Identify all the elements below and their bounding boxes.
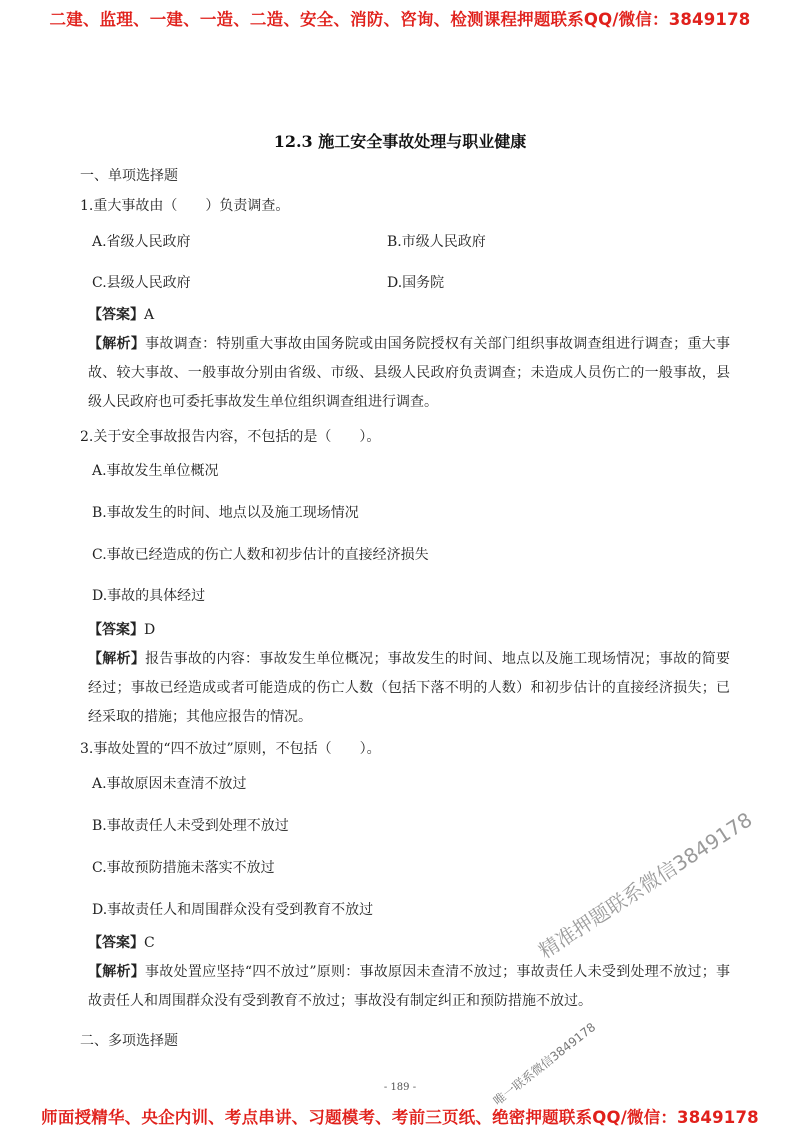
- top-banner: 二建、监理、一建、一造、二造、安全、消防、咨询、检测课程押题联系QQ/微信：3849178: [49, 10, 751, 29]
- question-1-option-a: A.省级人民政府: [92, 234, 191, 250]
- question-3-stem: 3.事故处置的“四不放过”原则，不包括（ ）。: [80, 741, 381, 757]
- question-3-explanation: 【解析】事故处置应坚持“四不放过”原则：事故原因未查清不放过；事故责任人未受到处理不放过；事故责任人和周围群众没有受到教育不放过；事故没有制定纠正和预防措施不放过。: [88, 964, 731, 1009]
- watermark-small: 唯一联系微信3849178: [490, 1019, 599, 1109]
- question-1-explanation: 【解析】事故调查：特别重大事故由国务院或由国务院授权有关部门组织事故调查组进行调查；重大事故、较大事故、一般事故分别由省级、市级、县级人民政府负责调查；未造成人员伤亡的一般事故，县级人民政府也可委托事故发生单位组织调查组进行调查。: [88, 336, 731, 410]
- question-2-option-a: A.事故发生单位概况: [92, 463, 219, 479]
- question-1-option-d: D.国务院: [387, 275, 445, 291]
- page-number: - 189 -: [383, 1082, 417, 1093]
- question-3-answer: 【答案】C: [88, 935, 155, 951]
- question-2-option-d: D.事故的具体经过: [92, 588, 206, 604]
- page-title: 12.3 施工安全事故处理与职业健康: [273, 132, 527, 151]
- question-2-option-c: C.事故已经造成的伤亡人数和初步估计的直接经济损失: [92, 547, 429, 563]
- question-3-option-b: B.事故责任人未受到处理不放过: [92, 818, 289, 834]
- question-3-option-c: C.事故预防措施未落实不放过: [92, 860, 275, 876]
- bottom-banner: 师面授精华、央企内训、考点串讲、习题模考、考前三页纸、绝密押题联系QQ/微信：3849178: [41, 1108, 759, 1127]
- question-3-option-d: D.事故责任人和周围群众没有受到教育不放过: [92, 902, 374, 918]
- question-2-answer: 【答案】D: [88, 622, 156, 638]
- section-heading-multiple-choice: 二、多项选择题: [80, 1033, 178, 1049]
- question-2-explanation: 【解析】报告事故的内容：事故发生单位概况；事故发生的时间、地点以及施工现场情况；事故的简要经过；事故已经造成或者可能造成的伤亡人数（包括下落不明的人数）和初步估计的直接经济损失；已经采取的措施；其他应报告的情况。: [88, 651, 731, 725]
- watermark-large: 精准押题联系微信3849178: [534, 807, 757, 964]
- question-1-answer: 【答案】A: [88, 307, 155, 323]
- question-3-option-a: A.事故原因未查清不放过: [92, 776, 247, 792]
- question-2-option-b: B.事故发生的时间、地点以及施工现场情况: [92, 505, 359, 521]
- question-1-stem: 1.重大事故由（ ）负责调查。: [80, 198, 290, 214]
- question-1-option-c: C.县级人民政府: [92, 275, 191, 291]
- question-1-option-b: B.市级人民政府: [387, 234, 486, 250]
- question-2-stem: 2.关于安全事故报告内容，不包括的是（ ）。: [80, 429, 381, 445]
- section-heading-single-choice: 一、单项选择题: [80, 168, 178, 184]
